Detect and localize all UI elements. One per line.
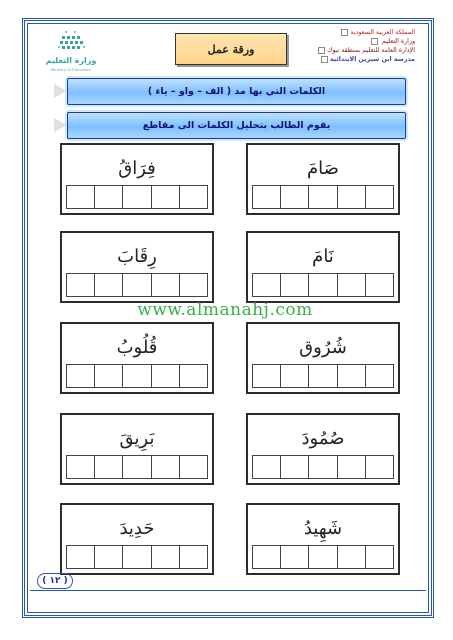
word-card (60, 322, 214, 394)
checkbox-icon (371, 38, 378, 45)
syllable-cells[interactable] (252, 455, 394, 479)
header-institution-block (295, 28, 415, 64)
website-watermark: www.almanahj.com (137, 300, 313, 320)
word-card (60, 503, 214, 575)
word-text: شَهِيدُ (303, 518, 343, 539)
worksheet-title: ورقة عمل (175, 33, 287, 65)
header-line-country: المملكة العربية السعودية (295, 28, 415, 37)
arrow-icon (54, 118, 67, 132)
topic-banner: الكلمات التي بها مد ( الف – واو – ياء ) (67, 78, 406, 105)
header-line-directorate: الإدارة العامة للتعليم بمنطقة تبوك (295, 46, 415, 55)
word-card (246, 231, 400, 303)
word-text: قُلُوبُ (116, 337, 158, 358)
syllable-cells[interactable] (66, 455, 208, 479)
word-text: رِقَابَ (117, 246, 157, 267)
syllable-cells[interactable] (66, 364, 208, 388)
header-line-school: مدرسة ابن سيرين الابتدائية (295, 55, 415, 64)
syllable-cells[interactable] (252, 185, 394, 209)
syllable-cells[interactable] (66, 545, 208, 569)
instruction-banner: يقوم الطالب بتحليل الكلمات الى مقاطع (67, 112, 406, 139)
word-text: حَدِيدَ (119, 518, 155, 539)
syllable-cells[interactable] (66, 185, 208, 209)
logo-subtitle: Ministry of Education (50, 67, 92, 72)
logo-text: وزارة التعليم (45, 56, 97, 65)
syllable-cells[interactable] (252, 364, 394, 388)
syllable-cells[interactable] (252, 273, 394, 297)
header-line-ministry: وزارة التعليم (295, 37, 415, 46)
syllable-cells[interactable] (252, 545, 394, 569)
checkbox-icon (341, 29, 348, 36)
word-text: نَامَ (312, 246, 334, 267)
arrow-icon (54, 84, 67, 98)
word-card (60, 143, 214, 215)
checkbox-icon (318, 47, 325, 54)
word-text: صُمُودَ (301, 428, 345, 449)
word-card (246, 503, 400, 575)
word-card (60, 413, 214, 485)
word-card (246, 413, 400, 485)
word-card (246, 322, 400, 394)
word-text: شُرُوق (299, 337, 347, 358)
syllable-cells[interactable] (66, 273, 208, 297)
word-card (60, 231, 214, 303)
word-text: فِرَاقُ (118, 158, 156, 179)
page-number: ( ١٢ ) (37, 573, 73, 589)
word-card (246, 143, 400, 215)
footer-divider (30, 590, 426, 591)
word-text: بَرِيقَ (119, 428, 155, 449)
word-text: صَامَ (307, 158, 339, 179)
checkbox-icon (321, 56, 328, 63)
